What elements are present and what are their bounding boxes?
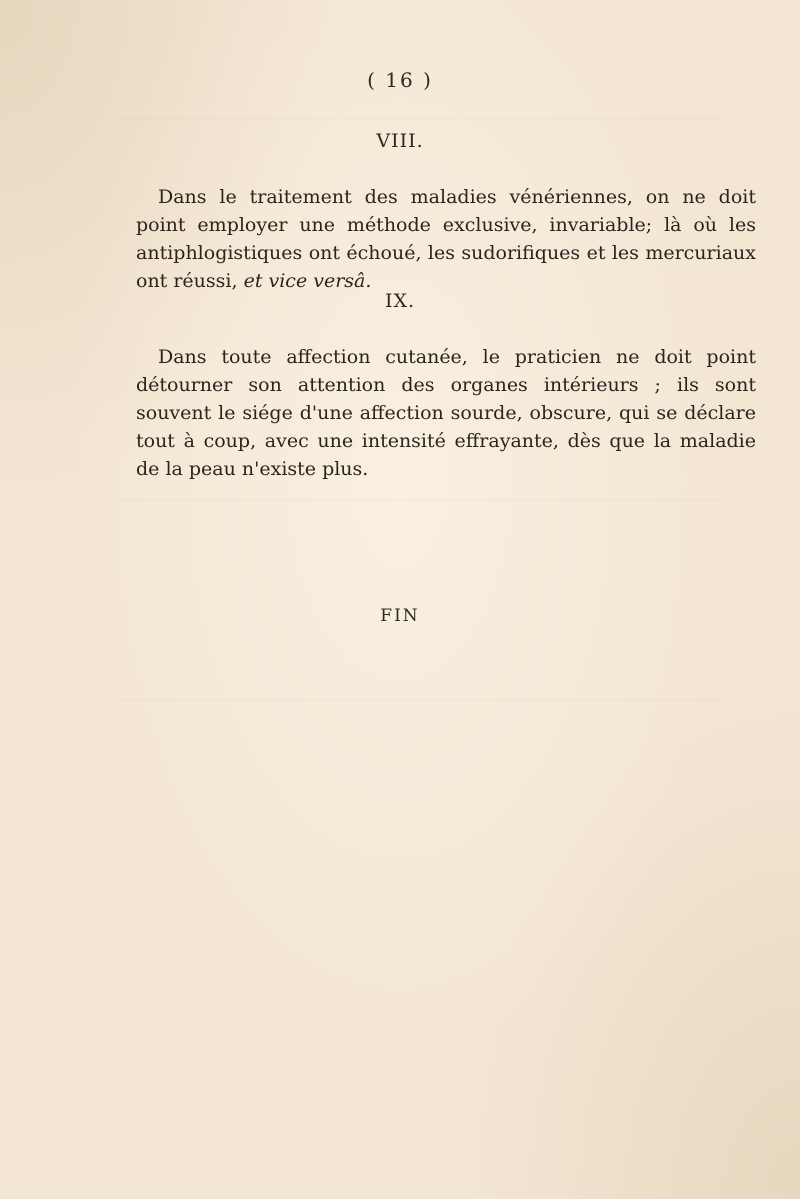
section-text-viii (136, 183, 756, 295)
section-text-ix: Dans toute affection cutanée, le praticien ne doit point détourner son attention des organes intérieurs ; ils sont souvent le siége d'une affection sourde, obscure, qui se déclare tout à coup, avec une intensité effrayante, dès que la maladie de la peau n'existe plus. (136, 346, 756, 480)
section-heading-ix: IX. (384, 290, 416, 312)
bleed-through-line (120, 118, 720, 119)
bleed-through-line (120, 700, 720, 701)
section-text-viii-body: Dans le traitement des maladies vénériennes, on ne doit point employer une méthode exclusive, invariable; là où les antiphlogistiques ont échoué, les sudorifiques et les mercuriaux ont réussi, (136, 186, 756, 292)
bleed-through-line (120, 500, 720, 501)
section-heading-viii: VIII. (376, 130, 424, 152)
closing-fin: FIN (380, 606, 420, 626)
section-text-viii-italic: et vice versâ. (243, 270, 372, 292)
page-number: ( 16 ) (367, 68, 433, 92)
